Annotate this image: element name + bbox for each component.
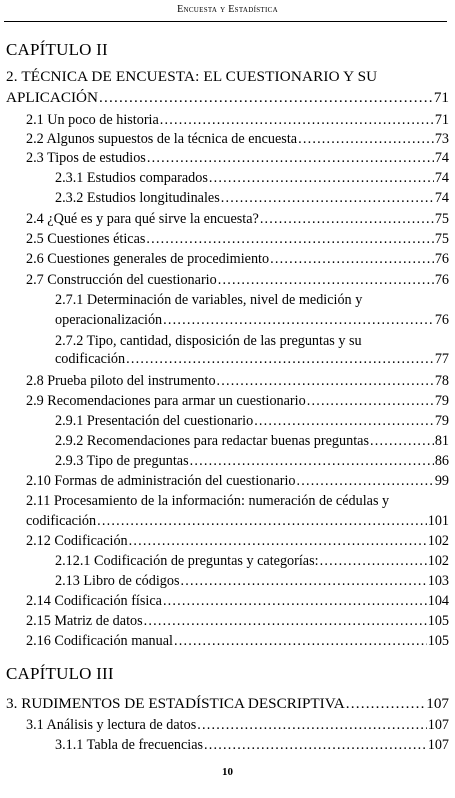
leader-dots <box>270 251 434 268</box>
leader-dots <box>181 573 427 590</box>
toc-entry-label: 2.6 Cuestiones generales de procedimiento <box>26 251 270 267</box>
toc-entry-label: 3.1 Análisis y lectura de datos <box>26 717 197 733</box>
leader-dots <box>190 453 434 470</box>
toc-entry-2-15[interactable] <box>26 613 449 630</box>
toc-entry-2-3-1[interactable] <box>55 170 449 187</box>
toc-entry-label: 2.3.2 Estudios longitudinales <box>55 190 220 206</box>
toc-page-number: 86 <box>434 453 449 469</box>
toc-page-number: 79 <box>434 413 449 429</box>
toc-entry-2-12[interactable] <box>26 533 449 550</box>
toc-entry-2-11[interactable] <box>26 513 449 530</box>
toc-page-number: 73 <box>434 131 449 147</box>
toc-page-number: 74 <box>434 150 449 166</box>
toc-entry-label: 2.15 Matriz de datos <box>26 613 143 629</box>
toc-entry-2-11-line1: 2.11 Procesamiento de la información: numeración de cédulas y <box>26 493 390 509</box>
toc-entry-label: 2.10 Formas de administración del cuestionario <box>26 473 296 489</box>
leader-dots <box>260 211 434 228</box>
toc-entry-2-7-1-line1: 2.7.1 Determinación de variables, nivel de medición y <box>55 292 363 308</box>
leader-dots <box>254 413 434 430</box>
running-head: Encuesta y Estadística <box>177 4 278 15</box>
leader-dots <box>126 351 434 368</box>
toc-page-number: 78 <box>434 373 449 389</box>
leader-dots <box>99 89 433 107</box>
toc-entry-label: 2.8 Prueba piloto del instrumento <box>26 373 216 389</box>
chapter-ii-heading: CAPÍTULO II <box>6 40 108 59</box>
toc-entry-2-4[interactable] <box>26 211 449 228</box>
toc-entry-2-10[interactable] <box>26 473 449 490</box>
page-number: 10 <box>222 766 233 778</box>
toc-page-number: 75 <box>434 231 449 247</box>
leader-dots <box>97 513 427 530</box>
toc-entry-2-9-2[interactable] <box>55 433 449 450</box>
toc-entry-label: 2.14 Codificación física <box>26 593 162 609</box>
leader-dots <box>147 150 434 167</box>
toc-page-number: 101 <box>427 513 449 529</box>
toc-entry-3-1-1[interactable] <box>55 737 449 754</box>
toc-entry-2-7-1[interactable] <box>55 312 449 329</box>
toc-entry-label: 2.5 Cuestiones éticas <box>26 231 146 247</box>
toc-entry-2-7-2-line1: 2.7.2 Tipo, cantidad, disposición de las preguntas y su <box>55 333 362 349</box>
toc-entry-label: 2.9 Recomendaciones para armar un cuestionario <box>26 393 306 409</box>
toc-entry-2-5[interactable] <box>26 231 449 248</box>
toc-page-number: 103 <box>427 573 449 589</box>
leader-dots <box>163 312 434 329</box>
toc-entry-label: 2.3.1 Estudios comparados <box>55 170 208 186</box>
header-rule <box>4 21 447 22</box>
toc-entry-label: 2.3 Tipos de estudios <box>26 150 146 166</box>
leader-dots <box>218 272 434 289</box>
toc-entry-label: 2.2 Algunos supuestos de la técnica de encuesta <box>26 131 298 147</box>
toc-entry-label: 3.1.1 Tabla de frecuencias <box>55 737 204 753</box>
toc-entry-label: operacionalización <box>55 312 163 328</box>
toc-page-number: 76 <box>434 251 449 267</box>
toc-entry-label: 2.9.2 Recomendaciones para redactar buenas preguntas <box>55 433 369 449</box>
toc-page-number: 79 <box>434 393 449 409</box>
toc-entry-2-3-2[interactable] <box>55 190 449 207</box>
leader-dots <box>129 533 427 550</box>
toc-entry-label: 2.16 Codificación manual <box>26 633 173 649</box>
leader-dots <box>144 613 427 630</box>
toc-entry-label: 3. RUDIMENTOS DE ESTADÍSTICA DESCRIPTIVA <box>6 695 345 712</box>
toc-page-number: 105 <box>427 613 449 629</box>
toc-entry-2-2[interactable] <box>26 131 449 148</box>
toc-page-number: 99 <box>434 473 449 489</box>
toc-entry-label: 2.4 ¿Qué es y para qué sirve la encuesta? <box>26 211 259 227</box>
leader-dots <box>174 633 427 650</box>
toc-entry-label: APLICACIÓN <box>6 89 98 106</box>
toc-entry-2-6[interactable] <box>26 251 449 268</box>
toc-entry-label: 2.7 Construcción del cuestionario <box>26 272 217 288</box>
leader-dots <box>298 131 434 148</box>
toc-entry-2-7[interactable] <box>26 272 449 289</box>
toc-page-number: 107 <box>427 737 449 753</box>
toc-entry-2-1[interactable] <box>26 112 449 129</box>
toc-entry-3-1[interactable] <box>26 717 449 734</box>
toc-entry-2-9-3[interactable] <box>55 453 449 470</box>
toc-page-number: 71 <box>434 112 449 128</box>
toc-page-number: 102 <box>427 533 449 549</box>
toc-page-number: 104 <box>427 593 449 609</box>
toc-page-number: 102 <box>427 553 449 569</box>
toc-page-number: 76 <box>434 272 449 288</box>
toc-entry-label: 2.12 Codificación <box>26 533 128 549</box>
toc-page-number: 76 <box>434 312 449 328</box>
toc-entry-label: 2.12.1 Codificación de preguntas y categorías: <box>55 553 319 569</box>
leader-dots <box>160 112 434 129</box>
toc-entry-label: codificación <box>55 351 126 367</box>
toc-entry-2-line1: 2. TÉCNICA DE ENCUESTA: EL CUESTIONARIO Y SU <box>6 68 378 85</box>
toc-entry-2-8[interactable] <box>26 373 449 390</box>
toc-page-number: 107 <box>427 717 449 733</box>
toc-page-number: 74 <box>434 170 449 186</box>
leader-dots <box>221 190 434 207</box>
toc-entry-label: 2.13 Libro de códigos <box>55 573 180 589</box>
leader-dots <box>209 170 434 187</box>
toc-page-number: 75 <box>434 211 449 227</box>
toc-entry-label: codificación <box>26 513 97 529</box>
toc-entry-label: 2.9.3 Tipo de preguntas <box>55 453 189 469</box>
toc-page-number: 81 <box>434 433 449 449</box>
toc-page-number: 71 <box>433 89 449 106</box>
leader-dots <box>297 473 434 490</box>
toc-entry-label: 2.1 Un poco de historia <box>26 112 159 128</box>
toc-page-number: 107 <box>426 695 449 712</box>
chapter-iii-heading: CAPÍTULO III <box>6 664 114 683</box>
toc-entry-2-13[interactable] <box>55 573 449 590</box>
leader-dots <box>370 433 434 450</box>
leader-dots <box>307 393 434 410</box>
leader-dots <box>346 695 426 713</box>
toc-entry-2-7-2[interactable] <box>55 351 449 368</box>
toc-entry-2-9[interactable] <box>26 393 449 410</box>
leader-dots <box>320 553 427 570</box>
toc-entry-label: 2.9.1 Presentación del cuestionario <box>55 413 254 429</box>
toc-entry-2-14[interactable] <box>26 593 449 610</box>
toc-entry-2-3[interactable] <box>26 150 449 167</box>
toc-entry-3[interactable] <box>6 695 449 713</box>
leader-dots <box>197 717 427 734</box>
toc-page-number: 74 <box>434 190 449 206</box>
toc-page-number: 77 <box>434 351 449 367</box>
leader-dots <box>217 373 434 390</box>
toc-entry-2-12-1[interactable] <box>55 553 449 570</box>
toc-entry-2-9-1[interactable] <box>55 413 449 430</box>
toc-page-number: 105 <box>427 633 449 649</box>
leader-dots <box>163 593 427 610</box>
toc-entry-2[interactable] <box>6 89 449 107</box>
leader-dots <box>146 231 433 248</box>
leader-dots <box>204 737 427 754</box>
toc-entry-2-16[interactable] <box>26 633 449 650</box>
